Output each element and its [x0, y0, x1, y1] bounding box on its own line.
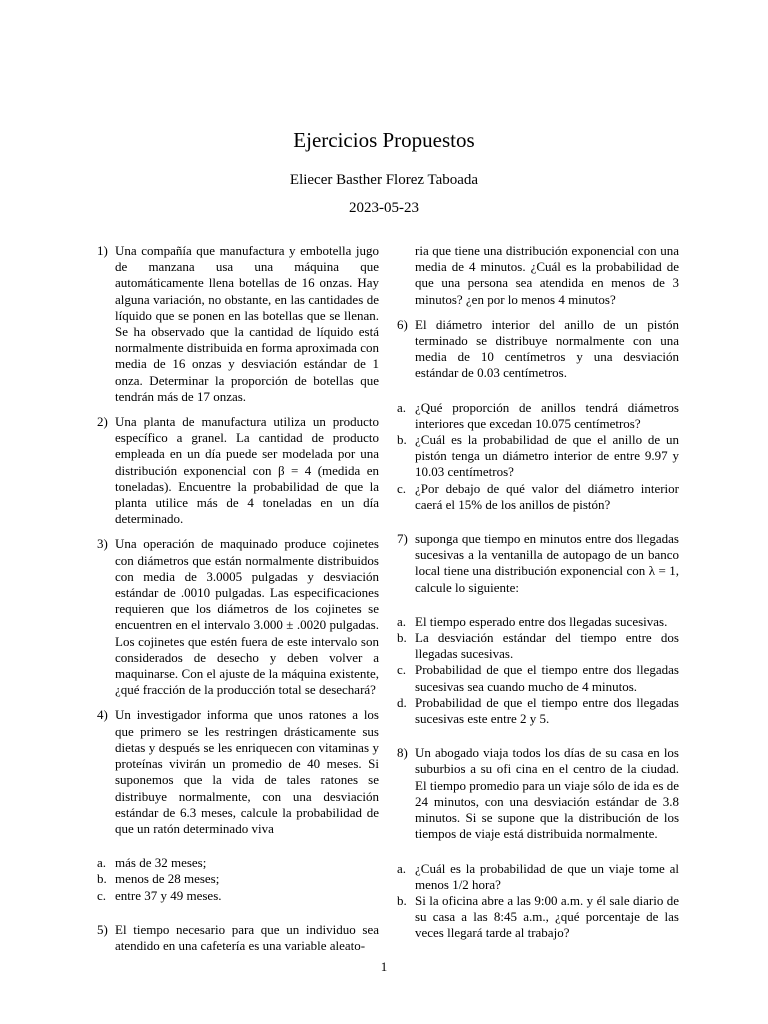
part-label: c. — [397, 662, 407, 678]
exercise-text: El tiempo necesario para que un individuo sea atendido en una cafetería es una variable aleato- — [115, 921, 379, 953]
part-text: ¿Qué proporción de anillos tendrá diámetros interiores que excedan 10.075 centímetros? — [415, 399, 679, 431]
exercise-5 — [97, 922, 379, 954]
exercise-3 — [97, 536, 379, 698]
part-label: b. — [397, 892, 407, 908]
part-text: ¿Cuál es la probabilidad de que un viaje tome al menos 1/2 hora? — [415, 860, 679, 892]
part-text: menos de 28 meses; — [115, 871, 220, 887]
exercise-4-part-a — [97, 855, 379, 871]
exercise-2 — [97, 414, 379, 527]
part-label: c. — [97, 887, 107, 903]
part-text: más de 32 meses; — [115, 855, 207, 871]
exercise-6-part-c — [397, 481, 679, 513]
exercise-text: Una planta de manufactura utiliza un producto específico a granel. La cantidad de producto empleada en un día puede ser modelada por una distribución exponencial con β = 4 (medida en toneladas). Encuentre la probabilidad de que la planta utilice más de 4 toneladas en un día determinado. — [115, 414, 379, 527]
part-text: El tiempo esperado entre dos llegadas sucesivas. — [415, 613, 668, 629]
part-text: Si la oficina abre a las 9:00 a.m. y él sale diario de su casa a las 8:45 a.m., ¿qué porcentaje de las veces llegará tarde al trabajo? — [415, 892, 679, 941]
part-label: b. — [397, 630, 407, 646]
exercise-text: suponga que tiempo en minutos entre dos llegadas sucesivas a la ventanilla de autopago de un banco local tiene una distribución exponencial con λ = 1, calcule lo siguiente: — [415, 531, 679, 595]
document-author: Eliecer Basther Florez Taboada — [289, 172, 479, 188]
part-text: ¿Cuál es la probabilidad de que el anillo de un pistón tenga un diámetro interior de entre 9.97 y 10.03 centímetros? — [415, 432, 679, 480]
exercise-text: Una compañía que manufactura y embotella jugo de manzana usa una máquina que automáticamente llena botellas de 16 onzas. Hay alguna variación, no obstante, en las cantidades de líquido que se ponen en las botellas que se llenan. Se ha observado que la cantidad de líquido está normalmente distribuida en forma aproximada con media de 16 onzas y desviación estándar de 1 onza. Determinar la proporción de botellas que tendrán más de 17 onzas. — [115, 243, 379, 404]
exercise-number: 8) — [397, 745, 408, 761]
part-label: b. — [97, 871, 107, 887]
exercise-text: Una operación de maquinado produce cojinetes con diámetros que están normalmente distribuidos con media de 3.0005 pulgadas y desviación estándar de .0010 pulgadas. Las especificaciones requieren que los diámetros de los cojinetes se encuentren en el intervalo 3.000 ± .0020 pulgadas. Los cojinetes que estén fuera de este intervalo son considerados de desecho y deben volver a maquinarse. Con el ajuste de la máquina existente, ¿qué fracción de la producción total se desechará? — [115, 536, 379, 698]
part-label: a. — [397, 399, 407, 415]
exercise-7-part-b — [397, 630, 679, 662]
exercise-4-part-b — [97, 871, 379, 887]
part-label: d. — [397, 694, 407, 710]
exercise-4 — [97, 707, 379, 837]
exercise-number: 1) — [97, 243, 108, 258]
part-label: c. — [397, 480, 407, 496]
exercise-6 — [397, 317, 679, 382]
exercise-number: 2) — [97, 414, 108, 430]
part-text: Probabilidad de que el tiempo entre dos llegadas sucesivas este entre 2 y 5. — [415, 694, 679, 727]
exercise-5-continued: ria que tiene una distribución exponencial con una media de 4 minutos. ¿Cuál es la probabilidad de que una persona sea atendida en menos de 3 minutos? ¿en por lo menos 4 minutos? — [415, 243, 679, 307]
exercise-number: 7) — [397, 531, 408, 547]
exercise-6-part-a — [397, 400, 679, 432]
exercise-8 — [397, 745, 679, 842]
exercise-8-part-b — [397, 893, 679, 942]
document-date: 2023-05-23 — [349, 200, 419, 216]
exercise-number: 4) — [97, 707, 108, 723]
part-text: La desviación estándar del tiempo entre dos llegadas sucesivas. — [415, 630, 679, 662]
exercise-number: 5) — [97, 921, 108, 937]
exercise-7 — [397, 531, 679, 596]
part-label: b. — [397, 432, 407, 448]
exercise-7-part-c — [397, 662, 679, 694]
exercise-number: 6) — [397, 316, 408, 332]
part-label: a. — [97, 855, 107, 871]
exercise-1 — [97, 243, 379, 405]
exercise-text: El diámetro interior del anillo de un pistón terminado se distribuye normalmente con una media de 10 centímetros y una desviación estándar de 0.03 centímetros. — [415, 316, 679, 381]
part-label: a. — [397, 613, 407, 629]
exercise-4-part-c — [97, 888, 379, 904]
exercise-8-part-a — [397, 861, 679, 893]
right-column — [397, 243, 679, 942]
exercise-number: 3) — [97, 536, 108, 552]
exercise-6-part-b — [397, 432, 679, 481]
exercise-text: Un investigador informa que unos ratones a los que primero se les restringen drásticamente sus dietas y después se les enriquecen con vitaminas y proteínas vivirán un promedio de 40 meses. Si suponemos que la vida de tales ratones se distribuye normalmente, con una desviación estándar de 6.3 meses, calcule la probabilidad de que un ratón determinado viva — [115, 707, 379, 836]
part-text: ¿Por debajo de qué valor del diámetro interior caerá el 15% de los anillos de pistón? — [415, 480, 679, 512]
exercise-7-part-a — [397, 614, 679, 630]
part-text: Probabilidad de que el tiempo entre dos llegadas sucesivas sea cuando mucho de 4 minutos. — [415, 662, 679, 694]
left-column — [97, 243, 379, 954]
part-label: a. — [397, 860, 407, 876]
document-title: Ejercicios Propuestos — [293, 128, 475, 152]
part-text: entre 37 y 49 meses. — [115, 887, 222, 903]
page-number: 1 — [380, 959, 388, 974]
exercise-7-part-d — [397, 695, 679, 727]
exercise-text: Un abogado viaja todos los días de su casa en los suburbios a su ofi cina en el centro de la ciudad. El tiempo promedio para un viaje sólo de ida es de 24 minutos, con una desviación estándar de 3.8 minutos. Si se supone que la distribución de los tiempos de viaje está distribuida normalmente. — [415, 745, 679, 842]
